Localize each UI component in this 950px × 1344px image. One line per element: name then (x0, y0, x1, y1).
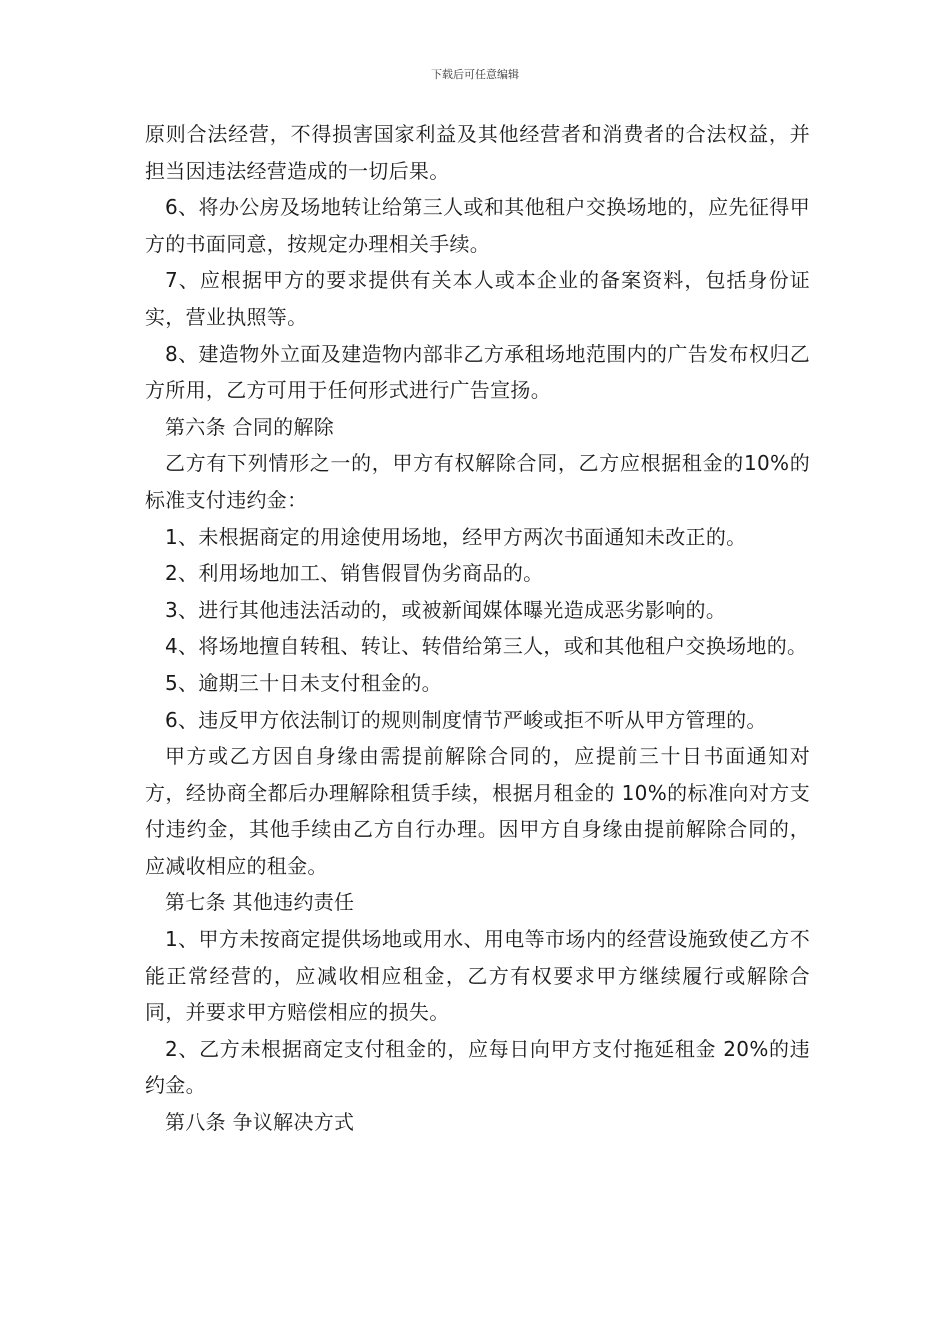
paragraph-continuation: 原则合法经营，不得损害国家利益及其他经营者和消费者的合法权益，并担当因违法经营造成的一切后果。 (145, 122, 810, 183)
clause-item-6: 6、将办公房及场地转让给第三人或和其他租户交换场地的，应先征得甲方的书面同意，按规定办理相关手续。 (145, 195, 810, 256)
clause-item-8: 8、建造物外立面及建造物内部非乙方承租场地范围内的广告发布权归乙方所用，乙方可用于任何形式进行广告宣扬。 (145, 341, 810, 403)
termination-item-2: 2、利用场地加工、销售假冒伪劣商品的。 (165, 561, 544, 586)
early-termination-paragraph: 甲方或乙方因自身缘由需提前解除合同的，应提前三十日书面通知对方，经协商全都后办理解除租赁手续，根据月租金的 10%的标准向对方支付违约金，其他手续由乙方自行办理。因甲方自身缘由提前解除合同的，应减收相应的租金。 (145, 744, 810, 878)
section-heading-article-8: 第八条 争议解决方式 (165, 1110, 355, 1135)
section-heading-article-7: 第七条 其他违约责任 (165, 890, 355, 915)
section-heading-article-6: 第六条 合同的解除 (165, 414, 335, 439)
page-header: 下载后可任意编辑 (431, 68, 519, 81)
termination-item-4: 4、将场地擅自转租、转让、转借给第三人，或和其他租户交换场地的。 (165, 634, 808, 659)
termination-item-5: 5、逾期三十日未支付租金的。 (165, 670, 442, 695)
document-body (145, 116, 810, 1141)
liability-item-1: 1、甲方未按商定提供场地或用水、用电等市场内的经营设施致使乙方不能正常经营的，应减收相应租金，乙方有权要求甲方继续履行或解除合同，并要求甲方赔偿相应的损失。 (145, 927, 810, 1025)
termination-item-6: 6、违反甲方依法制订的规则制度情节严峻或拒不听从甲方管理的。 (165, 707, 767, 732)
termination-intro: 乙方有下列情形之一的，甲方有权解除合同，乙方应根据租金的10%的标准支付违约金： (145, 451, 810, 512)
termination-item-1: 1、未根据商定的用途使用场地，经甲方两次书面通知未改正的。 (165, 524, 747, 549)
liability-item-2: 2、乙方未根据商定支付租金的，应每日向甲方支付拖延租金 20%的违约金。 (145, 1036, 810, 1098)
termination-item-3: 3、进行其他违法活动的，或被新闻媒体曝光造成恶劣影响的。 (165, 597, 727, 622)
clause-item-7: 7、应根据甲方的要求提供有关本人或本企业的备案资料，包括身份证实，营业执照等。 (145, 268, 810, 329)
